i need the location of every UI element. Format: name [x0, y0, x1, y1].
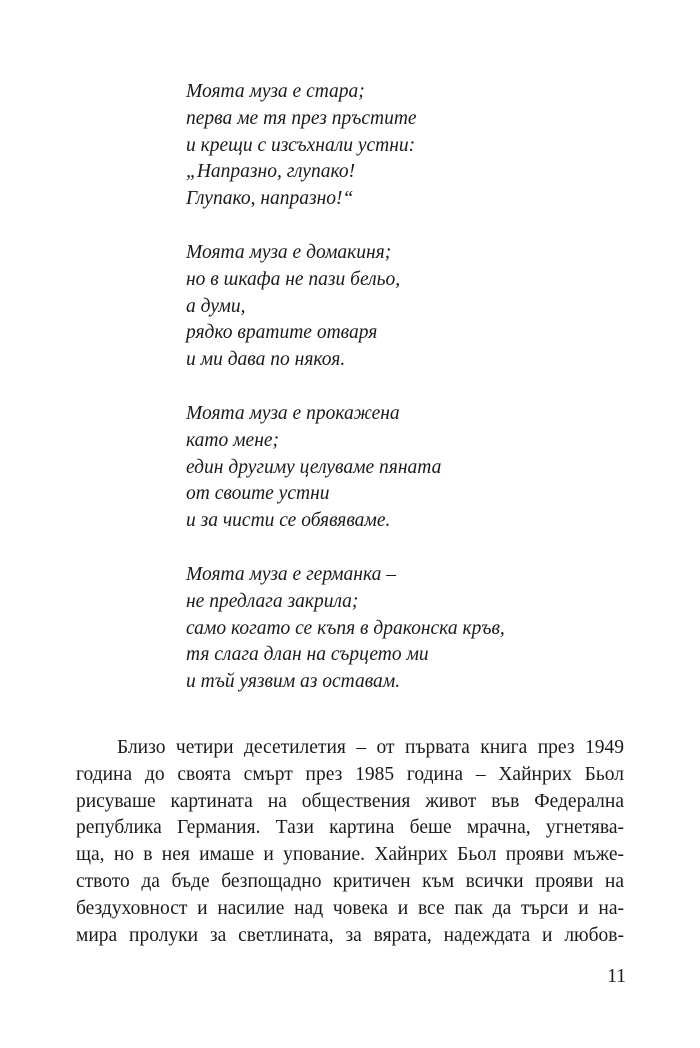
poem-line: и за чисти се обявяваме. [186, 510, 391, 532]
prose-line: рисуваше картината на обществения живот във Федерална [76, 790, 624, 812]
poem-stanza-4 [186, 562, 646, 696]
prose-line: ща, но в нея имаше и упование. Хайнрих Бьол прояви мъже- [76, 844, 624, 866]
poem-line: като мене; [186, 429, 280, 451]
prose-line: година до своята смърт през 1985 година – Хайнрих Бьол [76, 763, 624, 785]
poem-line: Моята муза е германка – [186, 563, 396, 585]
prose-line: бездуховност и насилие над човека и все пак да търси и на- [76, 897, 624, 919]
poem-stanza-2 [186, 240, 646, 374]
prose-line: република Германия. Тази картина беше мрачна, угнетява- [76, 817, 624, 839]
poem-stanza-3 [186, 401, 646, 535]
poem-line: един другиму целуваме пяната [186, 456, 442, 478]
poem [186, 79, 646, 696]
poem-line: тя слага длан на сърцето ми [186, 644, 429, 666]
poem-line: не предлага закрила; [186, 590, 359, 612]
prose-line: мира пролуки за светлината, за вярата, надеждата и любов- [76, 924, 624, 946]
poem-line: а думи, [186, 295, 246, 317]
poem-line: Глупако, напразно!“ [186, 188, 354, 210]
poem-line: от своите устни [186, 483, 330, 505]
prose-line: ството да бъде безпощадно критичен към всички прояви на [76, 870, 624, 892]
poem-line: но в шкафа не пази бельо, [186, 268, 401, 290]
poem-line: Моята муза е прокажена [186, 402, 400, 424]
poem-line: и ми дава по някоя. [186, 349, 346, 371]
poem-line: „Напразно, глупако! [186, 161, 356, 183]
poem-line: Моята муза е стара; [186, 81, 365, 102]
poem-line: и крещи с изсъхнали устни: [186, 134, 416, 156]
prose-paragraph [76, 735, 624, 949]
poem-line: перва ме тя през пръстите [186, 107, 417, 129]
poem-line: рядко вратите отваря [186, 322, 378, 344]
page-number: 11 [607, 966, 626, 987]
poem-line: само когато се къпя в драконска кръв, [186, 617, 505, 639]
prose-line: Близо четири десетилетия – от първата книга през 1949 [117, 737, 624, 758]
poem-line: и тъй уязвим аз оставам. [186, 671, 401, 693]
poem-line: Моята муза е домакиня; [186, 241, 392, 263]
poem-stanza-1 [186, 79, 646, 213]
